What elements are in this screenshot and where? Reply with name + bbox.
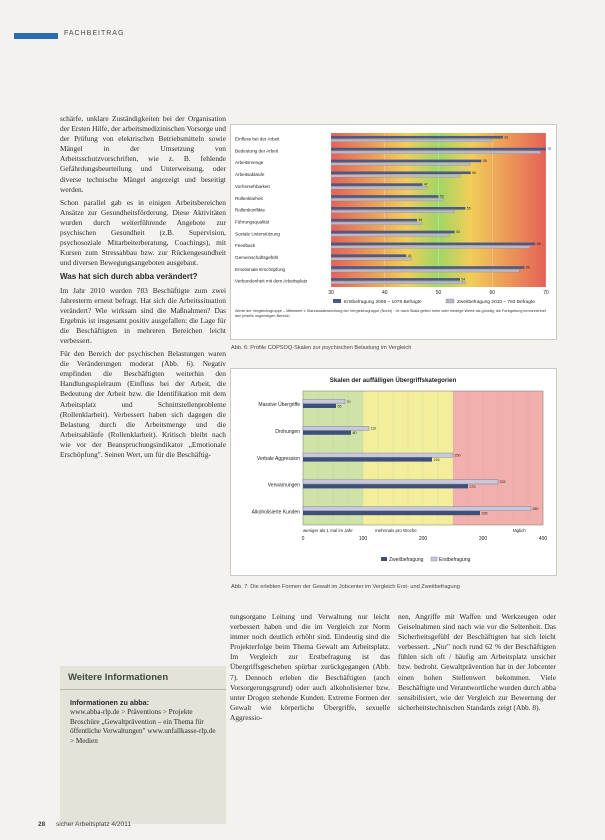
bar-first-survey: [331, 195, 439, 198]
bar-second-survey: [331, 151, 541, 154]
bar-first-survey: [303, 507, 531, 511]
axis-label-mid: mehrmals pro Woche: [375, 528, 417, 533]
bar-second-survey: [303, 484, 468, 488]
data-label: 110: [370, 426, 377, 431]
bar-first-survey: [303, 480, 498, 484]
bar-first-survey: [331, 160, 482, 163]
category-label: Alkoholisierte Kunden: [251, 509, 300, 516]
data-label: 47: [423, 182, 428, 187]
axis-label-left: weniger als 1 mal im Jahr: [303, 528, 353, 533]
bar-second-survey: [331, 269, 519, 272]
info-box: [60, 666, 226, 824]
bar-first-survey: [331, 171, 471, 174]
bar-second-survey: [331, 281, 465, 284]
info-box-text: www.abba-rlp.de > Präventions > Projekte Broschüre „Gewaltprävention – ein Thema für öffentliche Verwaltungen" www.unfallkasse-rlp.de > Medien: [70, 708, 216, 745]
data-label: 275: [469, 484, 476, 489]
x-tick-label: 70: [543, 290, 549, 296]
page-number: 28: [38, 821, 46, 828]
data-label: 55: [337, 404, 342, 409]
info-box-subtitle: Informationen zu abba:: [70, 698, 150, 707]
chart-note: [235, 309, 551, 337]
x-tick-label: 30: [328, 290, 334, 296]
paragraph: Schon parallel gab es in einigen Arbeitsbereichen Ansätze zur Gesundheitsförderung. Diese Aktivitäten wurden durch weiterführende Angebote zur psychischen Gesundheit (z.B. Supervision, psychosoziale Mitarbeiterberatung, Coachings), mit Kursen zum Stressabbau bzw. zur Rückengesundheit und diversen Bewegungsangeboten ausgebaut.: [60, 197, 226, 268]
axis-label-right: täglich: [513, 528, 526, 533]
bar-first-survey: [331, 183, 422, 186]
legend-label: Erstbefragung 2008 – 1078 Befragte: [344, 300, 422, 305]
chart-violence: [231, 369, 556, 575]
bar-first-survey: [303, 399, 345, 403]
bar-second-survey: [303, 511, 480, 515]
bar-first-survey: [331, 243, 535, 246]
category-label: Verbale Aggression: [256, 455, 300, 462]
paragraph: schärfe, unklare Zuständigkeiten bei der Organisation der Ersten Hilfe, der arbeitsmedizinischen Vorsorge und der Prüfung von elektrischen Betriebsmitteln sowie Mängel in der Umsetzung von Arbeitsschutzvorschriften, wie z. B. fehlende Gefährdungsbeurteilung und Unterweisung, oder diverse technische Mängel angezeigt und beseitigt werden.: [60, 114, 226, 194]
bar-second-survey: [331, 210, 455, 213]
x-tick-label: 200: [418, 536, 428, 542]
data-label: 55: [466, 206, 471, 211]
x-tick-label: 40: [381, 290, 388, 296]
x-tick-label: 100: [358, 536, 368, 542]
bar-second-survey: [331, 187, 428, 190]
bar-first-survey: [303, 453, 453, 457]
data-label: 46: [418, 218, 423, 223]
category-label: Bedeutung der Arbeit: [235, 148, 279, 154]
category-label: Verbundenheit mit dem Arbeitsplatz: [235, 278, 308, 284]
data-label: 66: [526, 265, 530, 270]
figure-caption: Abb. 6: Profile COPSOQ-Skalen zur psychischen Belastung im Vergleich: [231, 345, 412, 351]
paragraph: nen, Angriffe mit Waffen und Werkzeugen oder Geiselnahmen sind nach wie vor die Seltenheit. Das Sicherheitsgefühl der Beschäftigten hat sich leicht verbessert. „Nur" noch rund 62 % der Beschäftigten fühlen sich oft / häufig am Arbeitsplatz unsicher bzw. bedroht. Gewaltprävention hat in der Jobcenter einen hohen Stellenwert bekommen. Viele Beschäftigte und Verantwortliche wurden durch abba sensibilisiert, wie der Vergleich zur Bewertung der sicherheitstechnischen Standards zeigt (Abb. 8).: [398, 612, 556, 712]
bar-first-survey: [303, 426, 369, 430]
data-label: 56: [472, 170, 477, 175]
x-tick-label: 60: [489, 290, 496, 296]
data-label: 70: [547, 147, 552, 152]
data-label: 250: [454, 453, 461, 458]
bar-second-survey: [331, 175, 460, 178]
data-label: 70: [346, 399, 351, 404]
bar-first-survey: [331, 148, 546, 151]
x-tick-label: 50: [435, 290, 442, 296]
data-label: 44: [407, 253, 412, 258]
legend-swatch-first: [431, 557, 437, 561]
category-label: Rollenkonflikte: [235, 207, 265, 213]
chart-title: Skalen der auffälligen Übergriffskategorien: [329, 377, 457, 384]
x-tick-label: 400: [538, 536, 548, 542]
category-label: Soziale Unterstützung: [235, 231, 280, 237]
category-label: Vorhersehbarkeit: [235, 183, 270, 189]
category-label: Einfluss bei der Arbeit: [235, 136, 280, 142]
chart-note-text: Werte der Vergleichsgruppe – Mittelwert ± Standardabweichung der Vergleichsgruppe (Norm) · Je nach Skala gelten hohe oder niedrige Werte als günstig; die Farbgebung kennzeichnet den jeweils ungünstigen Bereich.: [235, 309, 546, 318]
bar-second-survey: [331, 222, 422, 225]
bar-first-survey: [331, 266, 525, 269]
left-column: [60, 114, 226, 463]
info-box-title: Weitere Informationen: [60, 666, 226, 690]
section-label: FACHBEITRAG: [64, 30, 125, 37]
legend-swatch-second: [381, 557, 387, 561]
bar-first-survey: [331, 207, 465, 210]
category-label: Verwarnungen: [267, 482, 300, 489]
chart-copsoq-frame: [230, 124, 557, 340]
header-accent-bar: [14, 33, 58, 39]
paragraph: Im Jahr 2010 wurden 783 Beschäftigte zum zwei Jahresterm erneut befragt. Hat sich die Arbeitssituation verändert? Wie wirksam sind die Maßnahmen? Das Ergebnis ist insgesamt positiv ausgefallen: die Lage für die Beschäftigten in mehreren Bereichen leicht verbessert.: [60, 285, 226, 345]
data-label: 54: [461, 277, 466, 282]
category-label: Führungsqualität: [235, 219, 270, 225]
data-label: 295: [481, 511, 488, 516]
data-label: 53: [456, 230, 460, 235]
data-label: 80: [352, 431, 357, 436]
x-tick-label: 300: [478, 536, 488, 542]
right-column-1: [230, 612, 390, 726]
chart-copsoq: [231, 125, 556, 339]
bar-second-survey: [331, 139, 492, 142]
category-label: Gemeinschaftsgefühl: [235, 254, 279, 260]
x-tick-label: 0: [301, 536, 305, 542]
figure-caption: Abb. 7: Die erlebten Formen der Gewalt im Jobcenter im Vergleich Erst- und Zweitbefragung: [231, 584, 460, 590]
category-label: Feedback: [235, 243, 256, 249]
section-heading: Was hat sich durch abba verändert?: [60, 272, 198, 282]
category-label: Emotionale Erschöpfung: [235, 266, 286, 272]
journal-name: sicher Arbeitsplatz 4/2011: [56, 821, 132, 828]
data-label: 215: [433, 458, 440, 462]
category-label: Massive Übergriffe: [258, 402, 300, 409]
data-label: 62: [504, 135, 509, 140]
data-label: 380: [532, 507, 539, 511]
bar-first-survey: [331, 278, 460, 281]
bar-first-survey: [331, 219, 417, 222]
paragraph: Für den Bereich der psychischen Belastungen waren die Veränderungen moderat (Abb. 6). Negativ empfinden die Beschäftigten weiterhin den Handlungsspielraum (Einfluss bei der Arbeit, die Bedeutung der Arbeit bzw. die Identifikation mit dem Arbeitsplatz und Schnittstellenprobleme (Rollenklarheit). Verbessert haben sich dagegen die Belastung durch die Arbeitsmenge und die Arbeitsabläufe (Rollenklarheit). Kritisch bleibt nach wie vor der Beanspruchungsindikator „Emotionale Erschöpfung". Seinen Wert, um für die Beschäftig-: [60, 349, 226, 459]
bar-first-survey: [331, 136, 503, 139]
right-column-2: [398, 612, 556, 716]
bar-second-survey: [331, 246, 530, 249]
legend-swatch-first: [333, 299, 341, 303]
bar-second-survey: [303, 431, 351, 435]
bar-second-survey: [331, 234, 449, 237]
chart-violence-frame: [230, 368, 557, 576]
bar-first-survey: [331, 231, 455, 234]
data-label: 50: [440, 194, 444, 199]
legend-label: Zweitbefragung 2010 – 783 Befragte: [457, 300, 535, 305]
bar-first-survey: [331, 254, 406, 257]
bar-second-survey: [331, 198, 444, 201]
legend-label: Erstbefragung: [439, 557, 471, 563]
category-label: Rollenklarheit: [235, 195, 263, 201]
bar-second-survey: [303, 404, 336, 408]
bar-second-survey: [331, 163, 471, 166]
data-label: 68: [536, 241, 541, 246]
paragraph: tungsorgane Leitung und Verwaltung nur leicht verbessert haben und die im Vergleich zur Norm immer noch deutlich erhöht sind. Eindeutig sind die Projekterfolge beim Thema Gewalt am Arbeitsplatz. Im Vergleich zur Erstbefragung ist das Übergriffsgeschehen spürbar zurückgegangen (Abb. 7). Dennoch erleben die Beschäftigten (auch Vorsorgerungsgrund) oder auch alkoholisierter bzw. unter Drogen stehende Kunden. Extreme Formen der Gewalt wie körperliche Übergriffe, sexuelle Aggressio-: [230, 612, 390, 722]
category-label: Arbeitsmenge: [235, 160, 264, 166]
bar-second-survey: [331, 258, 412, 261]
category-label: Drohungen: [275, 429, 300, 435]
legend-label: Zweitbefragung: [389, 557, 424, 563]
legend-swatch-second: [446, 299, 454, 303]
category-label: Arbeitsabläufe: [235, 172, 265, 178]
bar-second-survey: [303, 457, 432, 461]
data-label: 325: [499, 480, 506, 485]
data-label: 58: [483, 159, 487, 164]
